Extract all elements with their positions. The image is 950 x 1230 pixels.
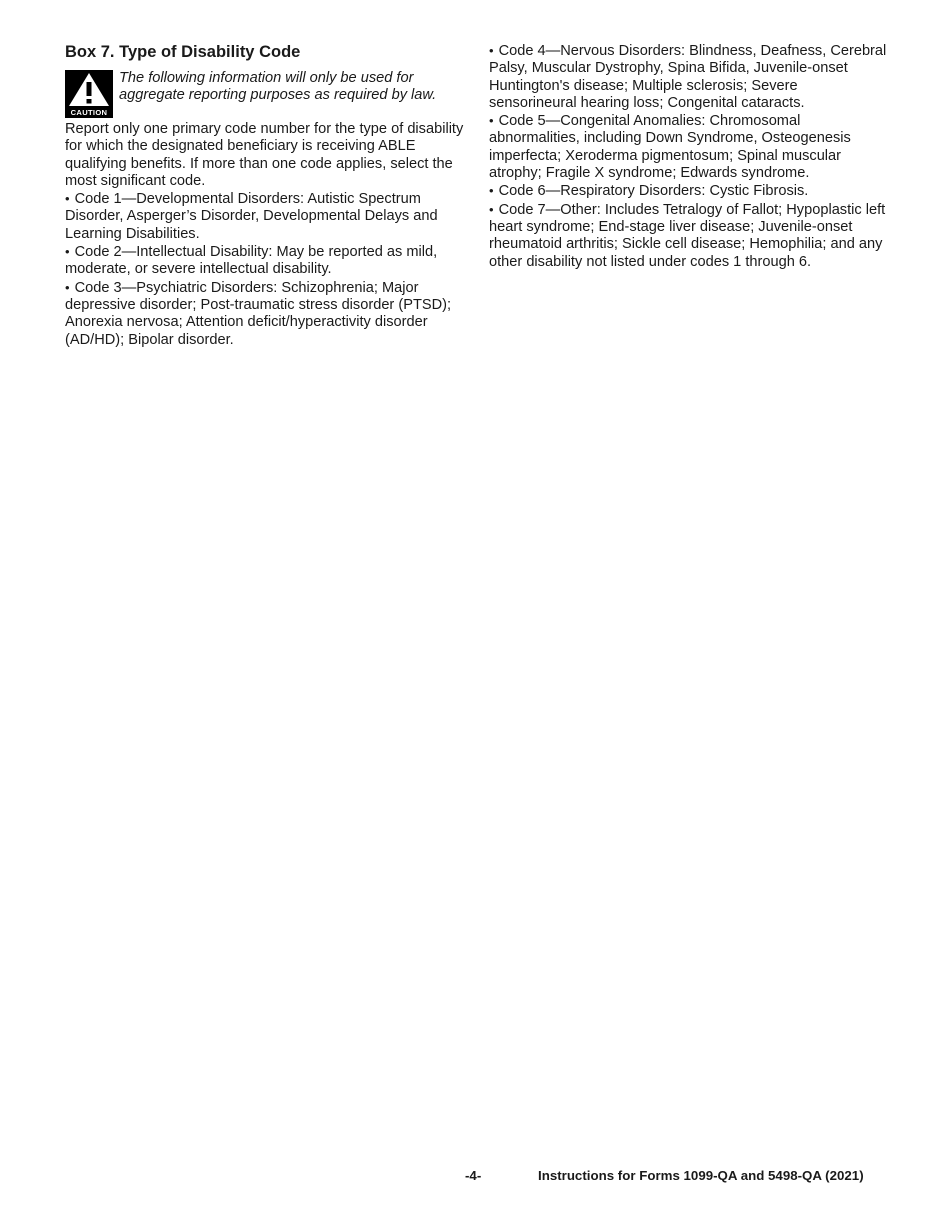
section-title: Box 7. Type of Disability Code: [65, 43, 301, 61]
caution-text: The following information will only be used for aggregate reporting purposes as required by law.: [119, 70, 437, 104]
bullet-dot: •: [65, 191, 70, 207]
caution-block: [65, 70, 467, 118]
caution-exclamation-icon: [65, 70, 113, 118]
page-number: -4-: [465, 1168, 482, 1183]
list-item-text: Code 6—Respiratory Disorders: Cystic Fibrosis.: [498, 183, 809, 200]
list-item-code-7: [489, 201, 889, 271]
footer-document-title: Instructions for Forms 1099-QA and 5498-QA (2021): [538, 1168, 864, 1183]
list-item-text: Code 5—Congenital Anomalies: Chromosomal abnormalities, including Down Syndrome, Osteogenesis imperfecta; Xeroderma pigmentosum; Spinal muscular atrophy; Fragile X syndrome; Edwards syndrome.: [489, 113, 851, 182]
list-item-text: Code 3—Psychiatric Disorders: Schizophrenia; Major depressive disorder; Post-traumatic stress disorder (PTSD); Anorexia nervosa; Attention deficit/hyperactivity disorder (AD/HD); Bipolar disorder.: [65, 279, 452, 348]
bullet-dot: •: [489, 113, 494, 129]
bullet-dot: •: [65, 244, 70, 260]
list-item-code-1: [65, 190, 467, 243]
list-item-text: Code 1—Developmental Disorders: Autistic Spectrum Disorder, Asperger’s Disorder, Developmental Delays and Learning Disabilities.: [65, 191, 438, 242]
list-item-code-6: [489, 182, 889, 200]
bullet-dot: •: [65, 279, 70, 295]
list-item-code-5: [489, 112, 889, 182]
intro-paragraph: Report only one primary code number for the type of disability for which the designated beneficiary is receiving ABLE qualifying benefits. If more than one code applies, select the most significant code.: [65, 121, 464, 189]
list-item-text: Code 4—Nervous Disorders: Blindness, Deafness, Cerebral Palsy, Muscular Dystrophy, Spina Bifida, Juvenile-onset Huntington's disease; Multiple sclerosis; Severe sensorineural hearing loss; Congenital cataracts.: [489, 43, 887, 111]
bullet-dot: •: [489, 43, 494, 58]
bullet-dot: •: [489, 183, 494, 199]
list-item-code-2: [65, 243, 467, 279]
right-column: [489, 42, 889, 271]
list-item-code-4: [489, 42, 889, 112]
list-item-text: Code 7—Other: Includes Tetralogy of Fallot; Hypoplastic left heart syndrome; End-stage liver disease; Juvenile-onset rheumatoid arthritis; Sickle cell disease; Hemophilia; and any other disability not listed under codes 1 through 6.: [489, 201, 886, 270]
caution-label: CAUTION: [70, 108, 108, 117]
bullet-dot: •: [489, 201, 494, 217]
list-item-text: Code 2—Intellectual Disability: May be reported as mild, moderate, or severe intellectual disability.: [65, 244, 438, 278]
list-item-code-3: [65, 279, 467, 349]
left-column: [65, 42, 467, 349]
